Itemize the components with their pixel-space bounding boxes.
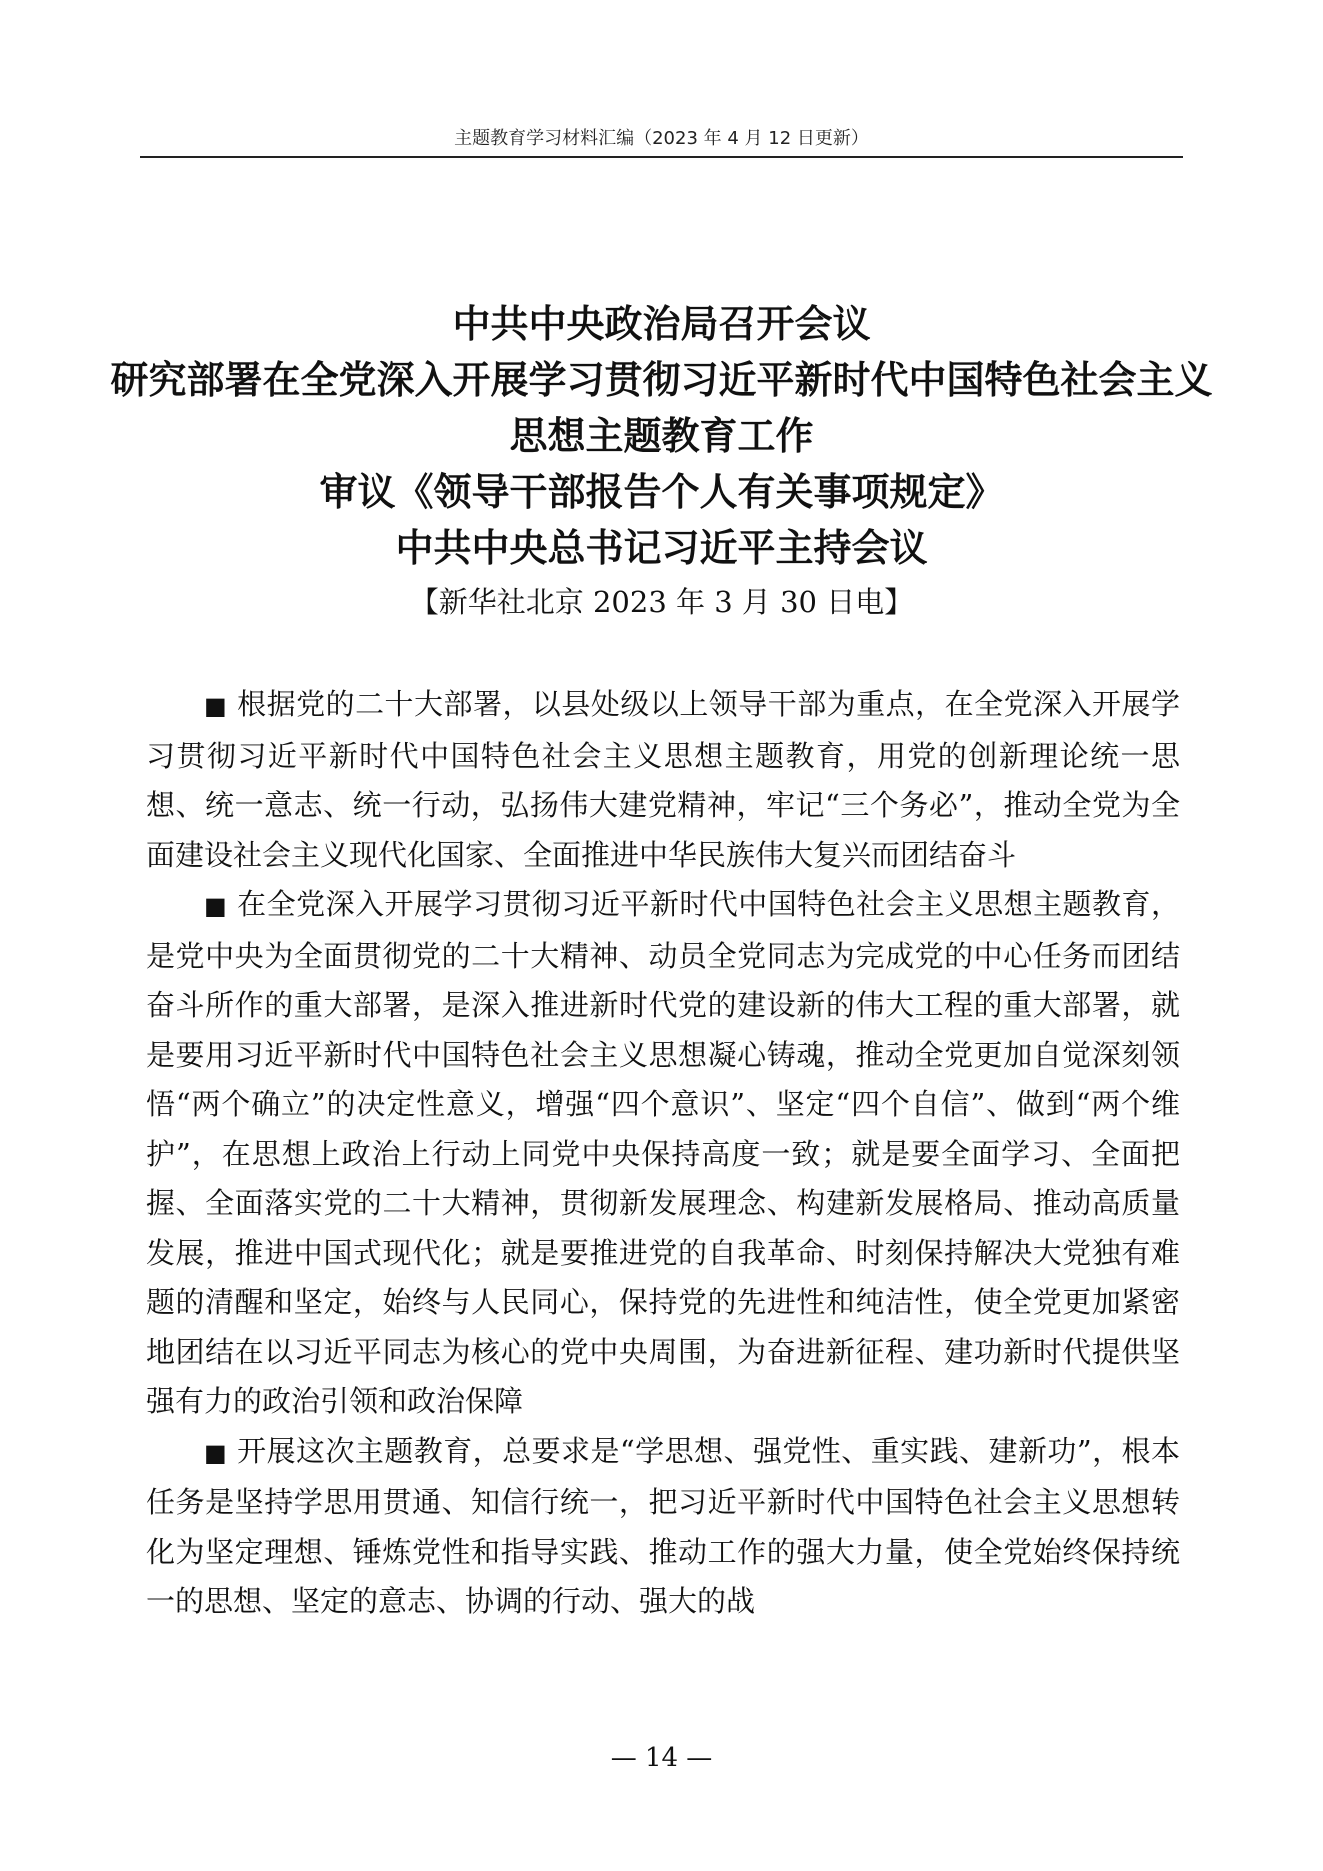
title-line-3: 思想主题教育工作: [509, 413, 814, 458]
running-header: 主题教育学习材料汇编（2023 年 4 月 12 日更新）: [454, 128, 869, 149]
article-body: [146, 680, 1180, 1627]
dateline: 【新华社北京 2023 年 3 月 30 日电】: [409, 585, 914, 619]
square-bullet-icon: ■: [204, 692, 228, 720]
square-bullet-icon: ■: [204, 892, 228, 920]
title-line-1: 中共中央政治局召开会议: [452, 301, 871, 346]
title-line-2: 研究部署在全党深入开展学习贯彻习近平新时代中国特色社会主义: [110, 357, 1213, 402]
title-line-4: 审议《领导干部报告个人有关事项规定》: [319, 469, 1004, 514]
header-rule: [140, 156, 1183, 158]
paragraph-text: 开展这次主题教育，总要求是“学思想、强党性、重实践、建新功”，根本任务是坚持学思用贯通、知信行统一，把习近平新时代中国特色社会主义思想转化为坚定理想、锤炼党性和指导实践、推动工作的强大力量，使全党始终保持统一的思想、坚定的意志、协调的行动、强大的战: [146, 1433, 1180, 1618]
paragraph-1: [146, 680, 1180, 880]
square-bullet-icon: ■: [204, 1438, 228, 1467]
paragraph-2: [146, 880, 1180, 1427]
paragraph-3: [146, 1427, 1180, 1627]
paragraph-text: 在全党深入开展学习贯彻习近平新时代中国特色社会主义思想主题教育，是党中央为全面贯彻党的二十大精神、动员全党同志为完成党的中心任务而团结奋斗所作的重大部署，是深入推进新时代党的建设新的伟大工程的重大部署，就是要用习近平新时代中国特色社会主义思想凝心铸魂，推动全党更加自觉深刻领悟“两个确立”的决定性意义，增强“四个意识”、坚定“四个自信”、做到“两个维护”，在思想上政治上行动上同党中央保持高度一致；就是要全面学习、全面把握、全面落实党的二十大精神，贯彻新发展理念、构建新发展格局、推动高质量发展，推进中国式现代化；就是要推进党的自我革命、时刻保持解决大党独有难题的清醒和坚定，始终与人民同心，保持党的先进性和纯洁性，使全党更加紧密地团结在以习近平同志为核心的党中央周围，为奋进新征程、建功新时代提供坚强有力的政治引领和政治保障: [146, 887, 1180, 1418]
article-title: [100, 296, 1223, 576]
title-line-5: 中共中央总书记习近平主持会议: [395, 525, 928, 570]
page-number: — 14 —: [610, 1743, 713, 1773]
paragraph-text: 根据党的二十大部署，以县处级以上领导干部为重点，在全党深入开展学习贯彻习近平新时代中国特色社会主义思想主题教育，用党的创新理论统一思想、统一意志、统一行动，弘扬伟大建党精神，牢记“三个务必”，推动全党为全面建设社会主义现代化国家、全面推进中华民族伟大复兴而团结奋斗: [146, 687, 1180, 872]
